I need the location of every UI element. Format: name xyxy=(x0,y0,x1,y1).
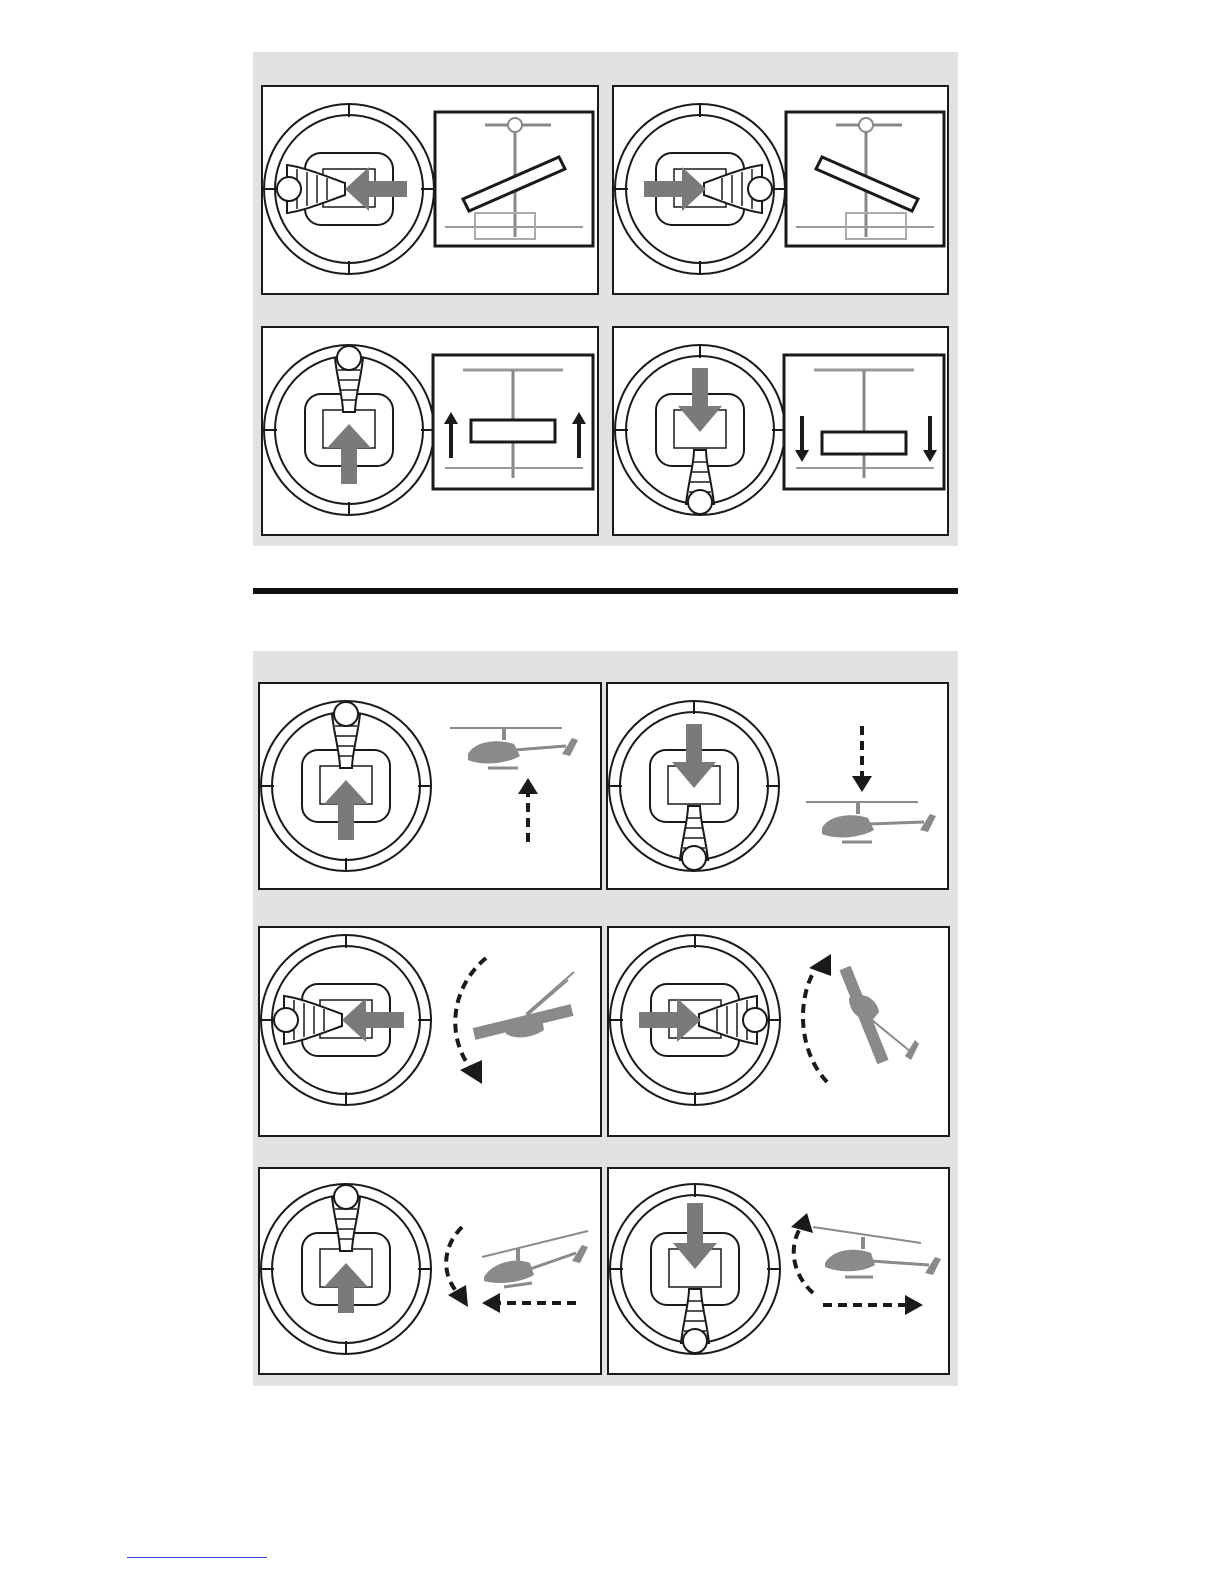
swash-stick-left-panel xyxy=(261,85,599,295)
flight-throttle-down-panel xyxy=(606,682,949,890)
swash-stick-down-figure xyxy=(614,328,951,538)
flight-rudder-right-figure xyxy=(609,928,952,1139)
swash-stick-right-panel xyxy=(612,85,949,295)
footer-link-underline[interactable] xyxy=(127,1557,267,1558)
helicopter-icon xyxy=(450,728,578,768)
flight-rudder-left-figure xyxy=(260,928,604,1139)
flight-elevator-down-figure xyxy=(609,1169,952,1377)
flight-rudder-left-panel xyxy=(258,926,602,1137)
helicopter-yawed-icon xyxy=(474,972,574,1037)
flight-elevator-up-panel xyxy=(258,1167,602,1375)
helicopter-tilted-icon xyxy=(813,1227,941,1277)
arrow-left-small-icon xyxy=(482,1293,500,1313)
helicopter-icon xyxy=(806,802,936,842)
flight-throttle-down-figure xyxy=(608,684,951,892)
swash-stick-left-figure xyxy=(263,87,601,297)
flight-elevator-up-figure xyxy=(260,1169,604,1377)
helicopter-tilted-icon xyxy=(482,1231,588,1287)
arrow-curve-up-icon xyxy=(809,954,831,976)
swash-stick-down-panel xyxy=(612,326,949,536)
swashplate-inset xyxy=(435,112,593,246)
swashplate-inset xyxy=(784,355,944,489)
swash-stick-up-panel xyxy=(261,326,599,536)
arrow-up-small-icon xyxy=(518,778,538,794)
flight-throttle-up-panel xyxy=(258,682,602,890)
section-divider xyxy=(253,588,958,594)
dashed-pitch-arrow xyxy=(794,1227,813,1293)
swashplate-inset xyxy=(433,355,593,489)
arrow-curve-down-icon xyxy=(448,1285,468,1307)
arrow-curve-down-icon xyxy=(460,1060,482,1084)
swashplate-inset xyxy=(786,112,944,246)
flight-throttle-up-figure xyxy=(260,684,604,892)
flight-rudder-right-panel xyxy=(607,926,950,1137)
flight-elevator-down-panel xyxy=(607,1167,950,1375)
dashed-yaw-arrow xyxy=(455,958,486,1070)
swash-stick-up-figure xyxy=(263,328,601,538)
swash-stick-right-figure xyxy=(614,87,951,297)
arrow-right-small-icon xyxy=(905,1295,923,1315)
dashed-yaw-arrow xyxy=(803,962,827,1082)
arrow-down-small-icon xyxy=(852,776,872,792)
helicopter-yawed-icon xyxy=(845,968,919,1062)
arrow-curve-up-icon xyxy=(791,1213,813,1233)
dashed-pitch-arrow xyxy=(446,1227,462,1291)
